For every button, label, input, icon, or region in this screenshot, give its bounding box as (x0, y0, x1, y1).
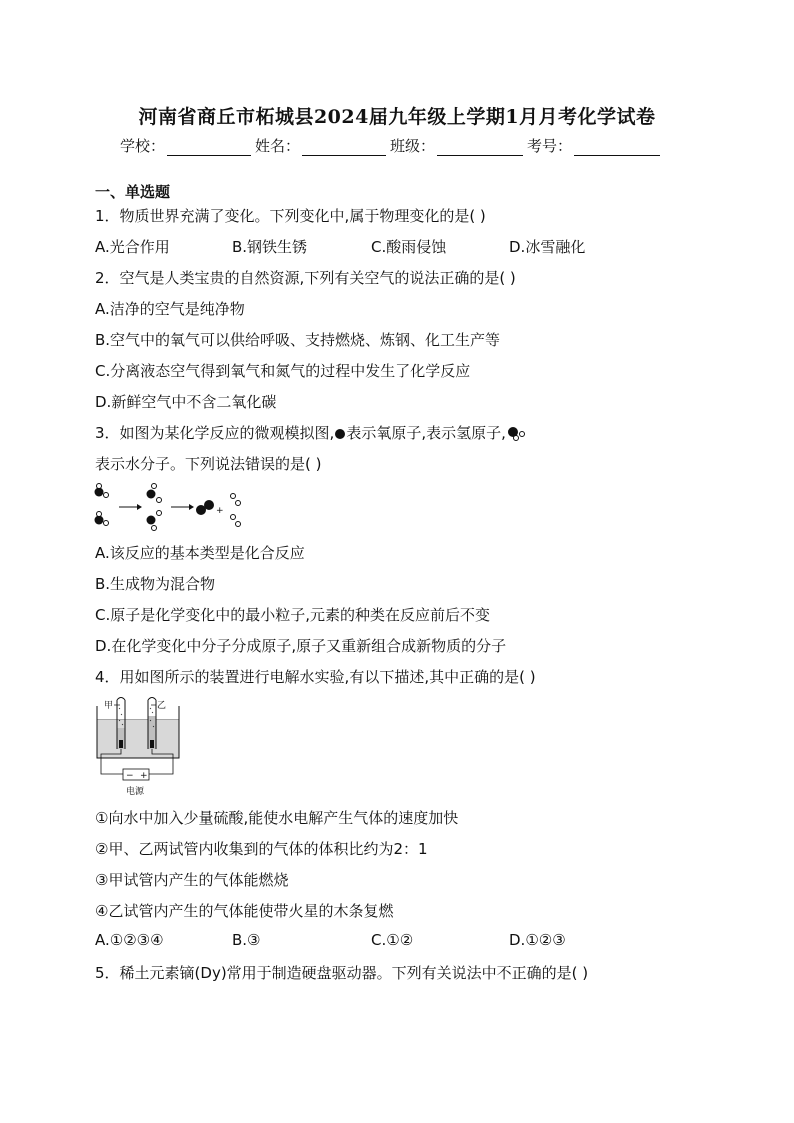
q3-stem-line2: 表示水分子。下列说法错误的是( ) (95, 455, 322, 473)
number-label: 考号： (527, 137, 573, 155)
separated-atoms-icon (147, 484, 162, 531)
water-molecule-icon (95, 484, 109, 498)
q4-statement-1: ①向水中加入少量硫酸,能使水电解产生气体的速度加快 (95, 809, 459, 827)
q4-statement-2: ②甲、乙两试管内收集到的气体的体积比约为2：1 (95, 840, 428, 858)
q5-stem: 5．稀土元素镝(Dy)常用于制造硬盘驱动器。下列有关说法中不正确的是( ) (95, 964, 589, 982)
exam-title: 河南省商丘市柘城县2024届九年级上学期1月月考化学试卷 (138, 106, 656, 128)
q2-option-a[interactable]: A.洁净的空气是纯净物 (95, 300, 245, 318)
q1-option-a[interactable]: A.光合作用 (95, 238, 170, 256)
q4-stem: 4．用如图所示的装置进行电解水实验,有以下描述,其中正确的是( ) (95, 668, 536, 686)
q1-option-c[interactable]: C.酸雨侵蚀 (371, 238, 447, 256)
q3-reaction-diagram (93, 483, 253, 533)
school-blank[interactable] (167, 139, 251, 156)
school-label: 学校： (120, 137, 166, 155)
water-molecule-icon (506, 427, 528, 441)
hydrogen-molecule-icon (231, 494, 241, 527)
oxygen-atom-icon (334, 428, 346, 440)
tube-jia-label: 甲 (104, 701, 114, 711)
q3-option-a[interactable]: A.该反应的基本类型是化合反应 (95, 544, 305, 562)
q1-stem: 1．物质世界充满了变化。下列变化中,属于物理变化的是( ) (95, 207, 486, 225)
q2-stem: 2．空气是人类宝贵的自然资源,下列有关空气的说法正确的是( ) (95, 269, 516, 287)
q4-option-d[interactable]: D.①②③ (509, 931, 566, 949)
q3-stem-line1 (95, 422, 528, 443)
q4-option-b[interactable]: B.③ (232, 931, 261, 949)
oxygen-molecule-icon (196, 500, 214, 515)
power-source-label: 电源 (126, 787, 145, 797)
q1-option-b[interactable]: B.钢铁生锈 (232, 238, 308, 256)
q3-option-d[interactable]: D.在化学变化中分子分成原子,原子又重新组合成新物质的分子 (95, 637, 507, 655)
number-blank[interactable] (574, 139, 660, 156)
negative-terminal-label: − (126, 771, 134, 781)
tube-yi-label: 乙 (157, 701, 167, 711)
q4-statement-3: ③甲试管内产生的气体能燃烧 (95, 871, 289, 889)
section-heading: 一、单选题 (95, 183, 171, 201)
water-molecule-icon (95, 512, 109, 526)
q2-option-c[interactable]: C.分离液态空气得到氧气和氮气的过程中发生了化学反应 (95, 362, 471, 380)
class-blank[interactable] (437, 139, 523, 156)
q3-stem-part2: 表示氧原子, (346, 424, 427, 442)
q4-option-c[interactable]: C.①② (371, 931, 414, 949)
power-source (123, 769, 149, 797)
q4-statement-4: ④乙试管内产生的气体能使带火星的木条复燃 (95, 902, 394, 920)
electrolysis-apparatus-diagram (93, 694, 195, 800)
class-label: 班级： (390, 137, 436, 155)
student-info-row (120, 135, 664, 156)
q3-stem-part3: 表示氢原子, (426, 424, 506, 442)
diagram-plus-sign: + (216, 506, 224, 516)
q4-option-a[interactable]: A.①②③④ (95, 931, 164, 949)
positive-terminal-label: + (140, 771, 148, 781)
q3-option-b[interactable]: B.生成物为混合物 (95, 575, 216, 593)
q3-stem-part1: 3．如图为某化学反应的微观模拟图, (95, 424, 335, 442)
q2-option-b[interactable]: B.空气中的氧气可以供给呼吸、支持燃烧、炼钢、化工生产等 (95, 331, 501, 349)
name-label: 姓名： (255, 137, 301, 155)
name-blank[interactable] (302, 139, 386, 156)
q1-option-d[interactable]: D.冰雪融化 (509, 238, 586, 256)
q3-option-c[interactable]: C.原子是化学变化中的最小粒子,元素的种类在反应前后不变 (95, 606, 491, 624)
arrow-right-icon (171, 504, 194, 510)
arrow-right-icon (119, 504, 142, 510)
q2-option-d[interactable]: D.新鲜空气中不含二氧化碳 (95, 393, 277, 411)
